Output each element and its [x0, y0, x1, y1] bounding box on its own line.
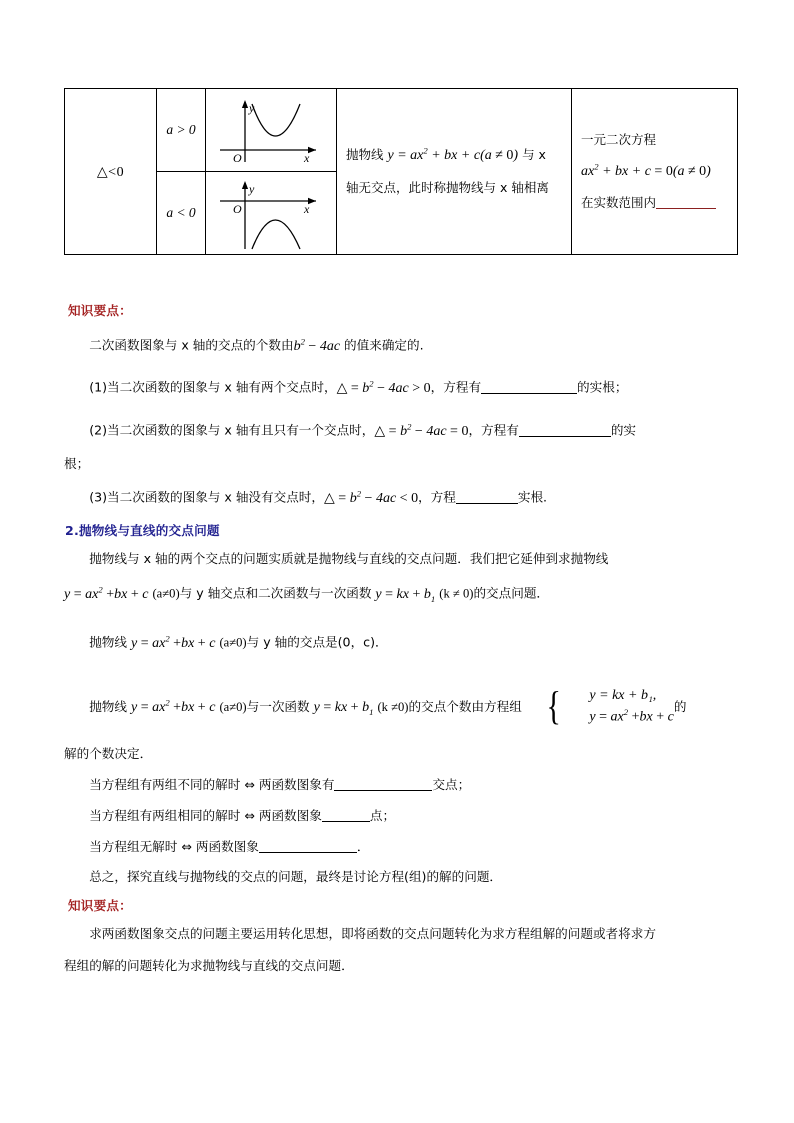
cell-graph-a-negative [206, 172, 337, 255]
section2-condition-1-before: 当方程组有两组不同的解时 ⇔ 两函数图象有 [89, 777, 335, 792]
section2-heading [65, 520, 220, 539]
section2-para1-mid: 与 y 轴交点和二次函数与一次函数 [179, 585, 376, 601]
section2-para3-mid-2: 的交点个数由方程组 [408, 698, 522, 714]
equation-line-1: 一元二次方程 [581, 131, 657, 147]
summary-table-wrapper [64, 88, 732, 255]
description-text [337, 134, 571, 208]
equation-line-2 [581, 155, 731, 189]
discriminant-label: △<0 [96, 164, 125, 180]
svg-text:O: O [233, 202, 242, 216]
table-row [65, 89, 738, 172]
section1-item-1 [64, 378, 732, 397]
section2-para2 [64, 633, 732, 652]
section2-condition-3-blank[interactable] [259, 852, 357, 853]
section1-item-1-label: (1) [89, 379, 108, 395]
svg-text:y: y [249, 182, 255, 196]
section2-para1-line1 [64, 551, 732, 567]
section2-condition-1-text [64, 777, 732, 793]
section2-condition-3-text [64, 839, 732, 855]
section2-cond-1: (a≠0) [152, 586, 180, 601]
section2-para3-prefix: 抛物线 [89, 698, 131, 714]
section2-para2-tail: 与 y 轴的交点是(0，c)． [246, 634, 388, 650]
section1-item-2-paragraph [64, 421, 732, 440]
section1-item-3-paragraph [64, 488, 732, 507]
section2-condition-2-blank[interactable] [322, 821, 370, 822]
svg-text:O: O [233, 151, 242, 165]
section1-item-3-math: △ = $b^2 - 4ac < 0$ [324, 488, 419, 506]
sign-a-negative-label: a < 0 [166, 205, 196, 220]
section1-item-1-math: △ = $b^2 - 4ac > 0$ [336, 378, 431, 396]
section1-item-3-before: 当二次函数的图象与 x 轴没有交点时， [107, 489, 324, 505]
svg-text:x: x [304, 151, 310, 165]
section1-item-2-mid: ，方程有 [468, 422, 519, 438]
section1-item-2 [64, 421, 732, 440]
knowledge-heading-2 [68, 895, 132, 914]
section1-item-1-before: 当二次函数的图象与 x 轴有两个交点时， [107, 379, 337, 395]
cell-sign-a-positive [157, 89, 206, 172]
equation-system [522, 682, 674, 728]
section2-para1-line2 [64, 584, 732, 604]
description-prefix: 抛物线 [346, 147, 388, 163]
description-line-2: 轴无交点，此时称抛物线与 x 轴相离 [346, 180, 549, 196]
section1-item-2-tail [64, 456, 732, 472]
section1-item-2-tail-text: 根； [64, 456, 90, 471]
equation-system-line-1: y = kx + b₁, [589, 688, 657, 703]
section1-item-2-after: 的实 [610, 422, 636, 438]
section2-condition-1 [64, 777, 732, 793]
section1-intro-suffix: 的值来确定的. [344, 337, 424, 353]
section2-cond-2: (k ≠ 0) [439, 586, 474, 601]
section2-condition-2-after: 点； [369, 808, 396, 823]
parabola-up-icon [212, 92, 330, 168]
section1-intro-math: $b^2 - 4ac$ [293, 336, 341, 354]
section1-item-1-mid: ，方程有 [430, 379, 482, 395]
parabola-up-graph [212, 92, 330, 168]
section3-line-1-text: 求两函数图象交点的问题主要运用转化思想，即将函数的交点问题转化为求方程组解的问题或者将求方 [89, 926, 656, 941]
section2-para3-next-line-text: 解的个数决定． [64, 746, 153, 761]
knowledge-heading-2-text: 知识要点： [68, 898, 132, 913]
section2-para1-tail: 的交点问题． [473, 585, 550, 601]
cell-description [337, 89, 572, 255]
section2-condition-3-before: 当方程组无解时 ⇔ 两函数图象 [89, 839, 259, 854]
section2-para3-tail: 的 [673, 698, 687, 714]
section2-para3-cond-1: (a≠0) [219, 699, 247, 714]
sign-a-positive-label: a > 0 [166, 122, 196, 137]
section2-condition-2-before: 当方程组有两组相同的解时 ⇔ 两函数图象 [89, 808, 322, 823]
description-line-1 [346, 140, 563, 173]
section2-condition-2 [64, 808, 732, 824]
section3-line-1 [64, 926, 732, 942]
section1-item-3 [64, 488, 732, 507]
equation-line-3-text: 在实数范围内 [581, 195, 657, 211]
equation-line-3 [581, 188, 731, 218]
section2-para2-text [64, 633, 732, 652]
section1-item-3-label: (3) [89, 489, 108, 505]
knowledge-heading-1-text: 知识要点： [68, 303, 132, 318]
section2-para3-mid: 与一次函数 [246, 698, 314, 714]
section1-intro-paragraph [64, 336, 732, 355]
section2-para3-math-2: y = kx + $b_1$ [313, 699, 374, 717]
section2-condition-1-after: 交点； [432, 777, 471, 792]
equation-math: $ax^2$ + bx + c = 0(a ≠ 0) [581, 161, 711, 179]
section2-para3 [64, 682, 764, 729]
parabola-down-icon [212, 175, 330, 251]
parabola-down-graph [212, 175, 330, 251]
section2-para1-line1-text: 抛物线与 x 轴的两个交点的问题实质就是抛物线与直线的交点问题．我们把它延伸到求抛物线 [89, 551, 609, 566]
section2-para3-cond-2: (k ≠0) [377, 699, 409, 714]
discriminant-summary-table [64, 88, 738, 255]
cell-sign-a-negative [157, 172, 206, 255]
section2-condition-1-blank[interactable] [334, 790, 432, 791]
section2-para2-math: $y = ax^2 +bx + c$ [130, 633, 216, 651]
section2-para3-text [64, 682, 764, 729]
section1-item-2-label: (2) [89, 422, 108, 438]
section1-item-2-before: 当二次函数的图象与 x 轴有且只有一个交点时， [107, 422, 375, 438]
equation-system-line-2: $y = ax^2 +bx + c$ [589, 707, 674, 725]
section1-item-1-paragraph [64, 378, 732, 397]
section3-line-2-text: 程组的解的问题转化为求抛物线与直线的交点问题． [64, 958, 354, 973]
description-math-1: $y = ax^2$ + bx + c(a ≠ 0) [387, 145, 519, 164]
section2-para1-line2-text [64, 584, 732, 604]
svg-text:y: y [249, 101, 255, 115]
section1-item-1-after: 的实根； [577, 379, 628, 395]
section2-condition-2-text [64, 808, 732, 824]
section2-heading-text: 2.抛物线与直线的交点问题 [65, 523, 220, 538]
section2-para2-prefix: 抛物线 [89, 634, 131, 650]
section1-intro-prefix: 二次函数图象与 x 轴的交点的个数由 [89, 337, 294, 353]
section1-item-3-mid: ，方程 [418, 489, 456, 505]
section2-condition-3-after: ． [356, 839, 370, 854]
section1-item-1-blank[interactable] [481, 393, 577, 394]
equation-blank[interactable] [656, 208, 716, 209]
equation-text [572, 119, 737, 225]
cell-equation [572, 89, 738, 255]
svg-text:x: x [304, 202, 310, 216]
section3-line-2 [64, 958, 732, 974]
section2-summary [64, 869, 732, 885]
section1-item-2-blank[interactable] [519, 436, 611, 437]
description-suffix: 与 x [518, 147, 546, 163]
section2-para2-cond: (a≠0) [219, 635, 247, 650]
left-brace-icon: { [546, 682, 561, 728]
section2-math-parabola-1: $y = ax^2 +bx + c$ [64, 584, 149, 602]
section2-para3-next-line [64, 746, 732, 762]
section1-item-2-math: △ = $b^2 - 4ac = 0$ [374, 421, 469, 439]
section2-condition-3 [64, 839, 732, 855]
section1-intro [64, 336, 732, 355]
cell-graph-a-positive [206, 89, 337, 172]
knowledge-heading-1 [68, 300, 132, 319]
section2-para3-math-1: $y = ax^2 +bx + c$ [130, 697, 216, 715]
equation-system-rows [564, 685, 674, 728]
section2-math-line-1: y = kx + $b_1$ [375, 586, 436, 604]
section1-item-3-after: 实根. [517, 489, 548, 505]
section1-item-3-blank[interactable] [456, 503, 518, 504]
section2-summary-text: 总之，探究直线与抛物线的交点的问题，最终是讨论方程(组)的解的问题． [89, 869, 503, 884]
cell-discriminant [65, 89, 157, 255]
